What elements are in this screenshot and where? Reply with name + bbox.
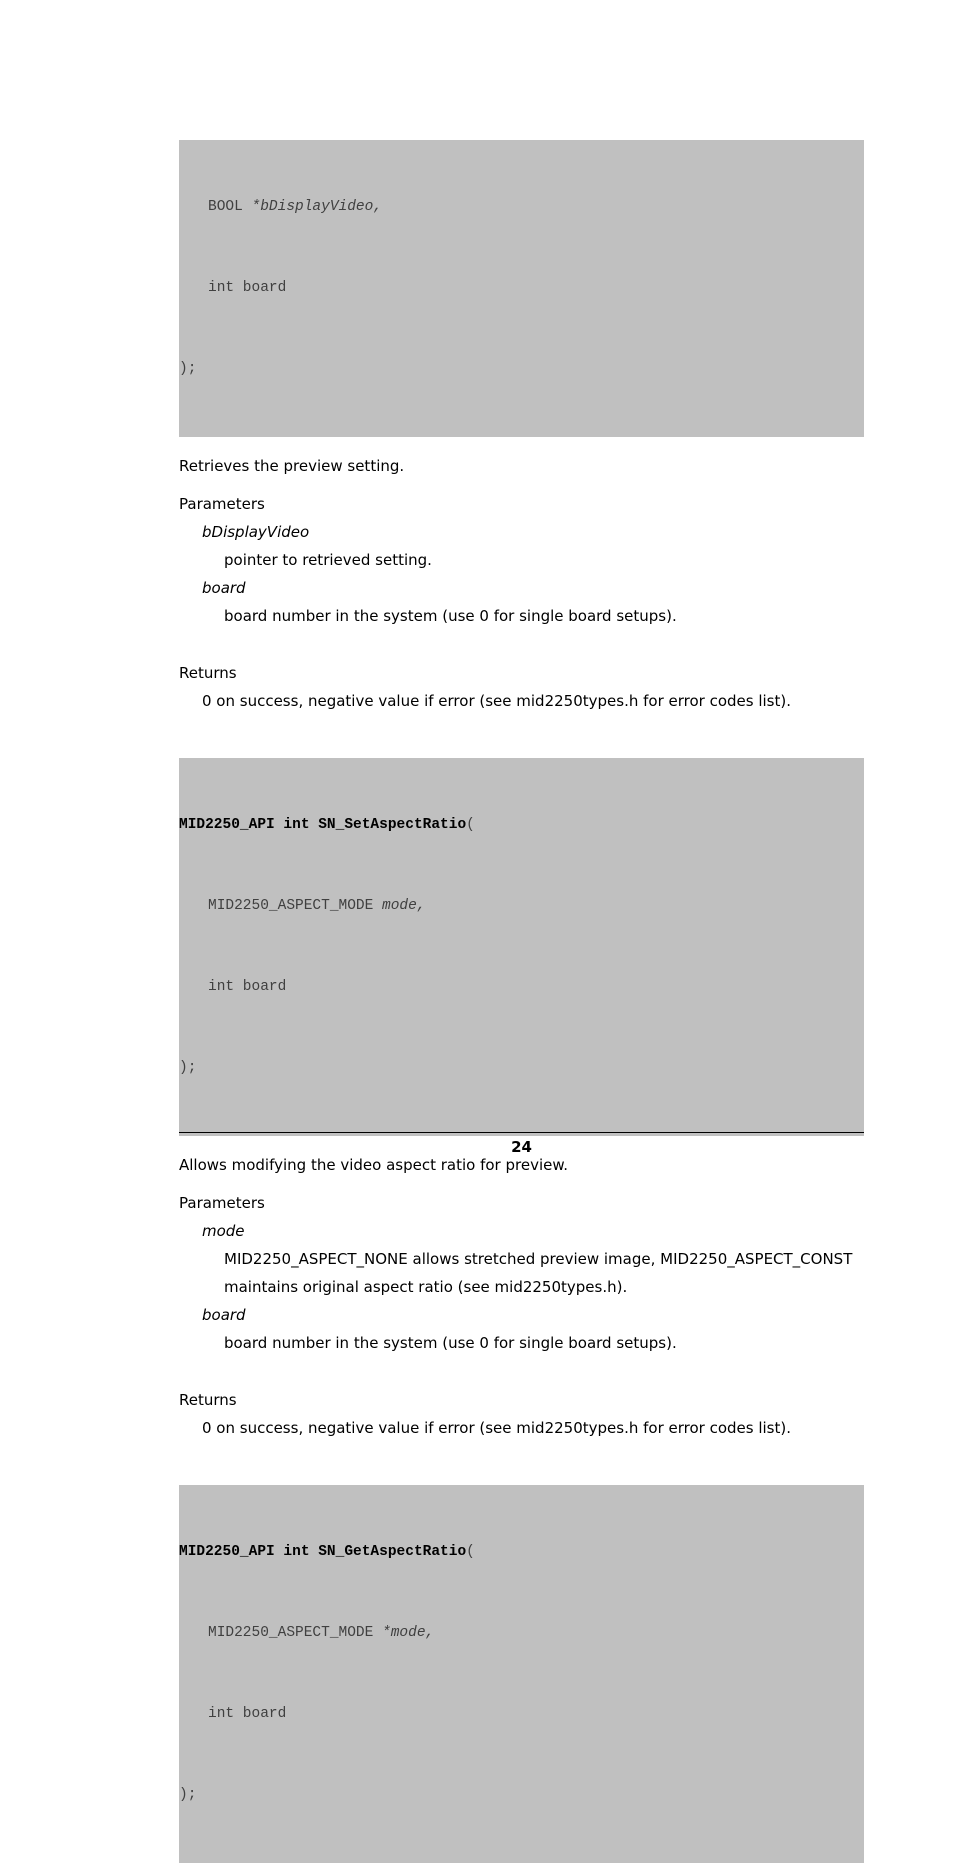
function-description: Allows modifying the video aspect ratio for preview.	[179, 1156, 569, 1174]
function-description: Retrieves the preview setting.	[179, 457, 405, 475]
code-signature	[179, 1539, 864, 1566]
open-paren: (	[466, 1544, 475, 1560]
param-description: board number in the system (use 0 for single board setups).	[224, 1334, 677, 1352]
returns-description: 0 on success, negative value if error (see mid2250types.h for error codes list).	[202, 692, 791, 710]
code-block-get-preview	[179, 140, 864, 437]
param-name: *mode,	[382, 1625, 435, 1641]
code-block-set-aspect-ratio	[179, 758, 864, 1136]
param-type: BOOL	[208, 199, 252, 215]
open-paren: (	[466, 817, 475, 833]
page-content	[179, 140, 864, 1863]
function-signature: MID2250_API int SN_SetAspectRatio	[179, 817, 467, 833]
param-name: bDisplayVideo	[202, 523, 310, 541]
param-description: pointer to retrieved setting.	[224, 551, 432, 569]
param-description: MID2250_ASPECT_NONE allows stretched preview image, MID2250_ASPECT_CONST	[224, 1250, 853, 1268]
code-close: );	[179, 1787, 197, 1803]
param-name: mode,	[382, 898, 426, 914]
code-line: int board	[208, 979, 287, 995]
parameters-heading: Parameters	[179, 495, 265, 513]
param-description-cont: maintains original aspect ratio (see mid2250types.h).	[224, 1278, 628, 1296]
returns-description: 0 on success, negative value if error (see mid2250types.h for error codes list).	[202, 1419, 791, 1437]
returns-heading: Returns	[179, 1391, 237, 1409]
code-line	[179, 1620, 864, 1647]
code-line: int board	[208, 1706, 287, 1722]
code-close: );	[179, 361, 197, 377]
code-close: );	[179, 1060, 197, 1076]
param-name: board	[202, 1306, 246, 1324]
param-type: MID2250_ASPECT_MODE	[208, 898, 383, 914]
param-type: MID2250_ASPECT_MODE	[208, 1625, 383, 1641]
param-name: board	[202, 579, 246, 597]
code-line	[179, 893, 864, 920]
param-name: *bDisplayVideo,	[251, 199, 383, 215]
function-signature: MID2250_API int SN_GetAspectRatio	[179, 1544, 467, 1560]
page-number: 24	[511, 1138, 532, 1156]
footer-divider	[179, 1132, 864, 1133]
param-name: mode	[202, 1222, 245, 1240]
code-line	[179, 194, 864, 221]
code-line: int board	[208, 280, 287, 296]
code-signature	[179, 812, 864, 839]
parameters-heading: Parameters	[179, 1194, 265, 1212]
returns-heading: Returns	[179, 664, 237, 682]
code-block-get-aspect-ratio	[179, 1485, 864, 1863]
param-description: board number in the system (use 0 for single board setups).	[224, 607, 677, 625]
